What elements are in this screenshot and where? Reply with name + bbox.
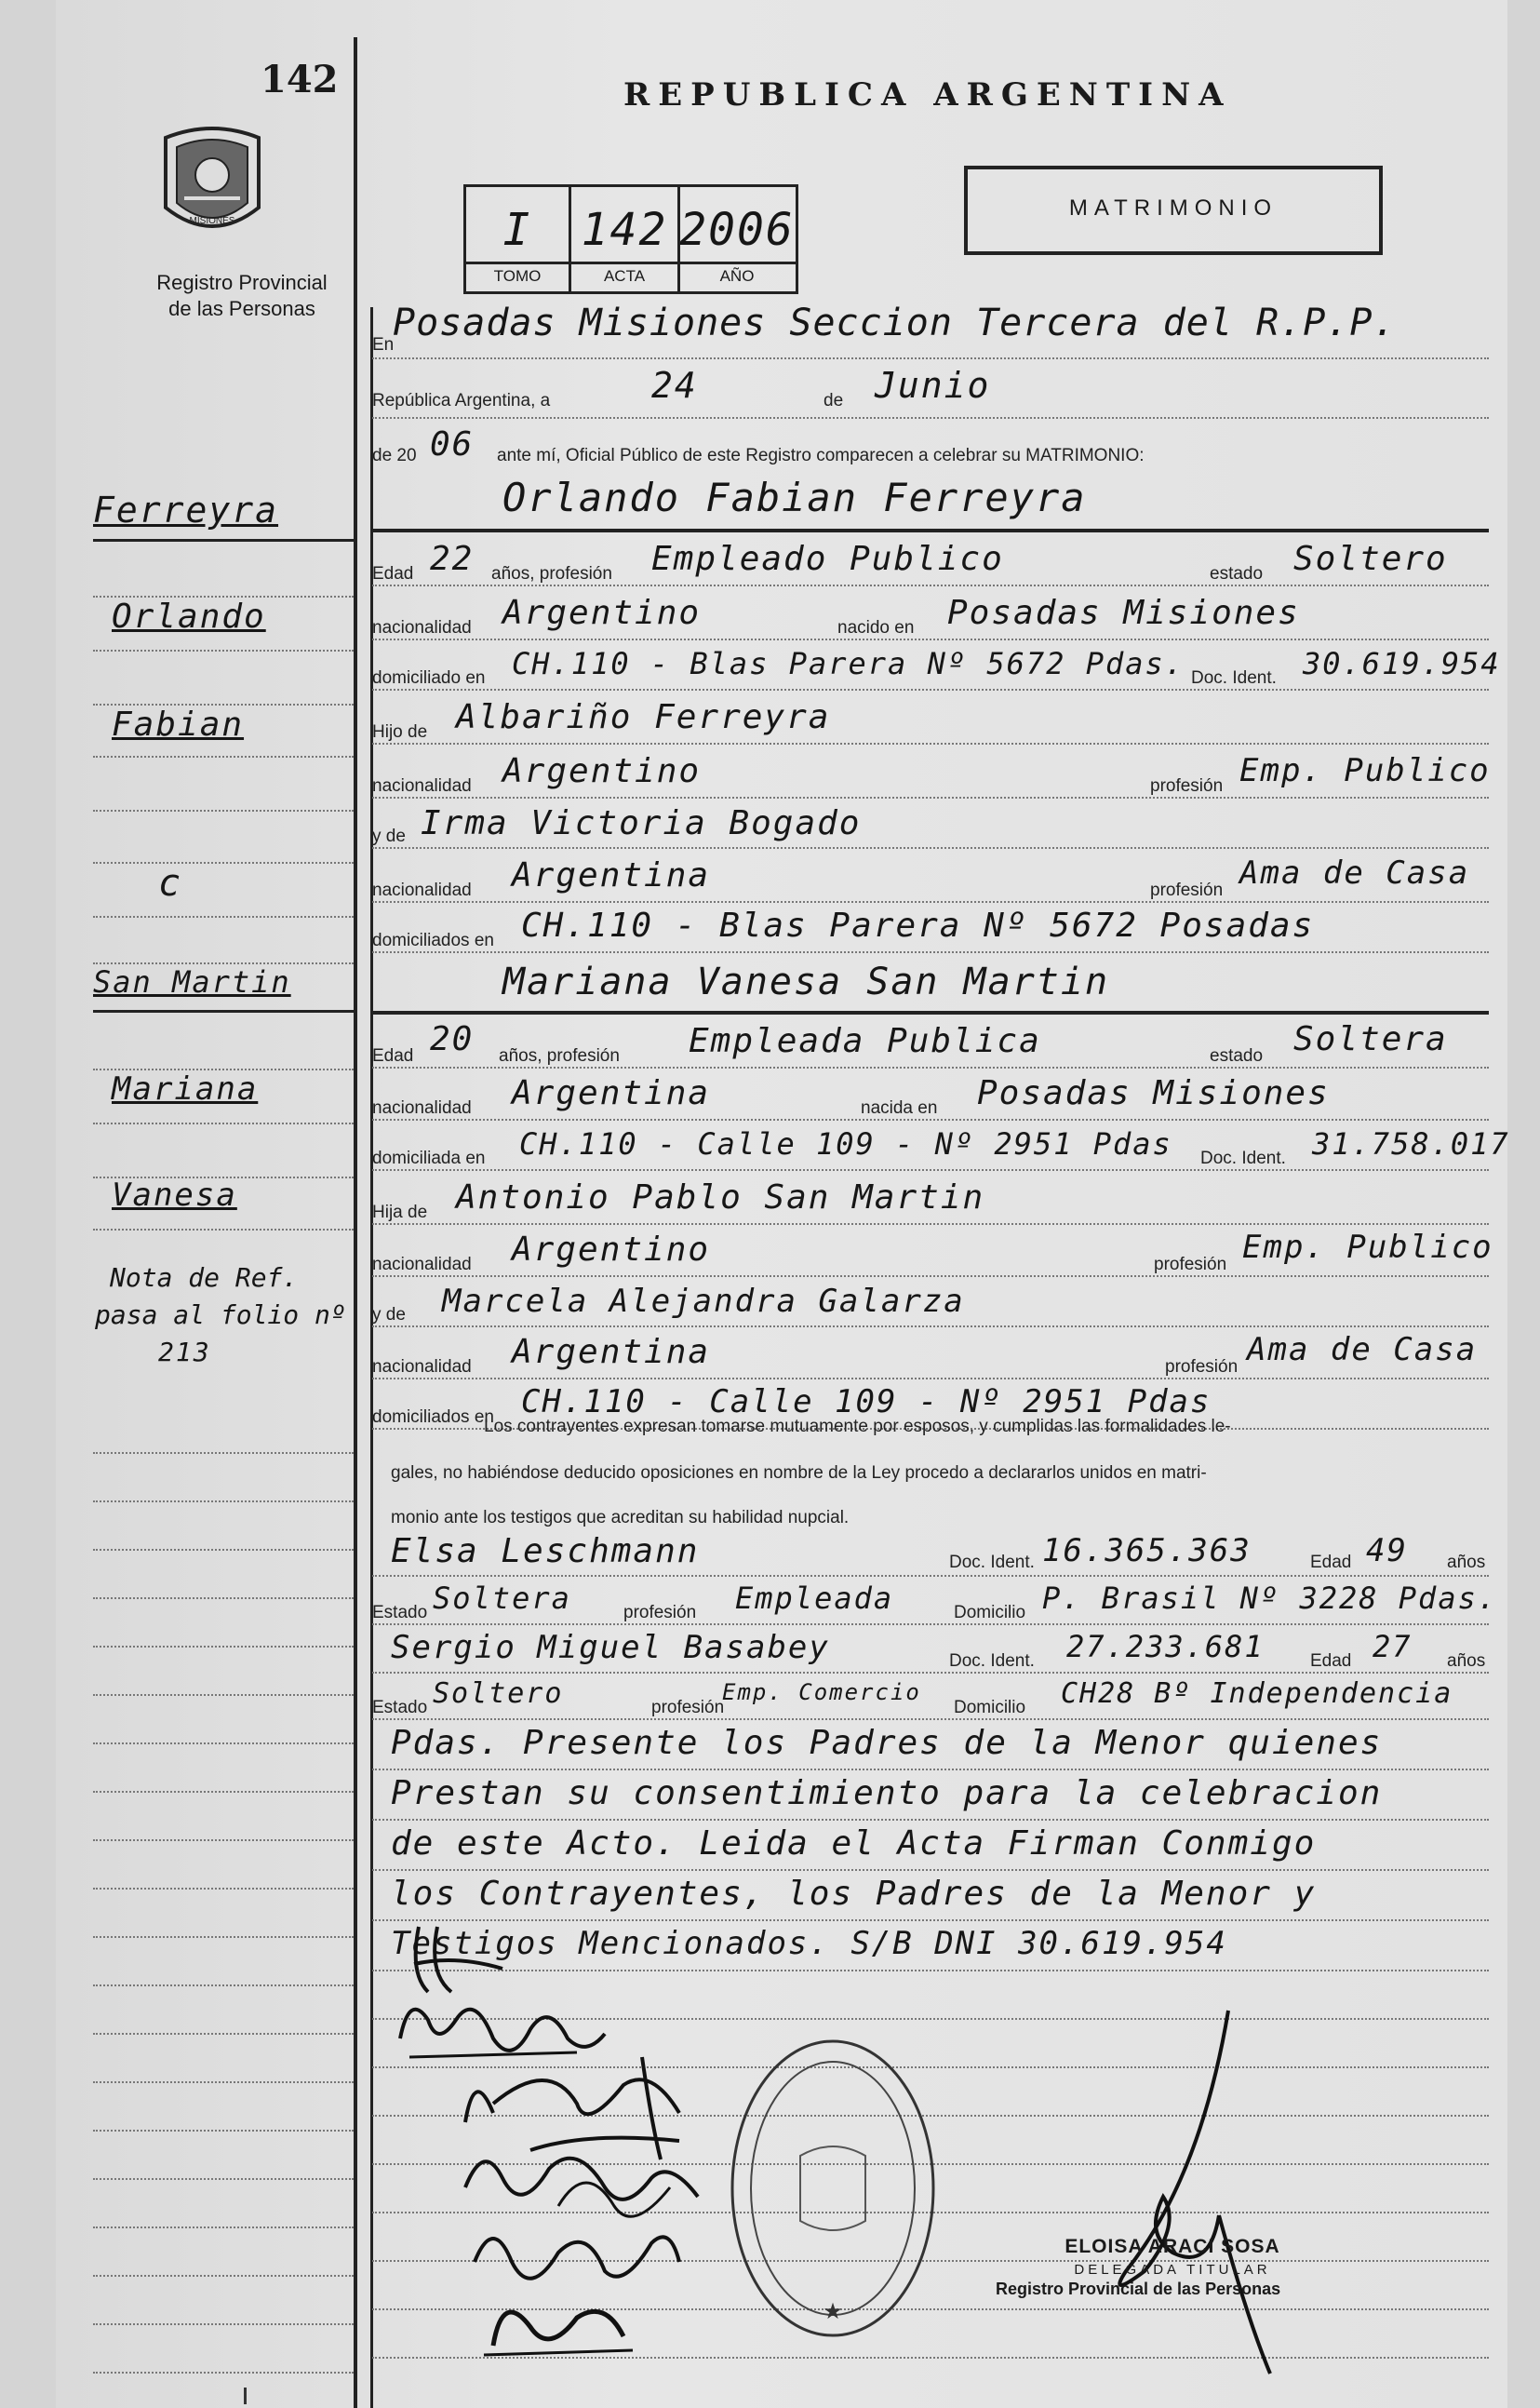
edad-label: Edad xyxy=(372,564,414,584)
year-prefix: de 20 xyxy=(372,446,417,465)
bride-nac-row xyxy=(372,1072,1489,1121)
declaration-line-1: Los contrayentes expresan tomarse mutuamente por esposos, y cumplidas las formalidades le- xyxy=(484,1417,1231,1436)
margin-entry xyxy=(93,920,354,964)
margin-note-line-1: Nota de Ref. xyxy=(110,1262,299,1293)
folio-number: 142 xyxy=(261,58,339,101)
witness1-name: Elsa Leschmann xyxy=(391,1532,700,1570)
margin-entry xyxy=(93,1793,354,1841)
anos-label: años, profesión xyxy=(499,1046,620,1066)
margin-surname-groom: Ferreyra xyxy=(93,490,279,531)
groom-dom-padres: CH.110 - Blas Parera Nº 5672 Posadas xyxy=(521,907,1315,945)
groom-edad: 22 xyxy=(430,540,475,578)
estado-label: Estado xyxy=(372,1603,428,1622)
month-value: Junio xyxy=(875,365,991,406)
misiones-seal-icon xyxy=(156,119,268,249)
bride-padre: Antonio Pablo San Martin xyxy=(456,1178,985,1217)
prof-label: profesión xyxy=(623,1603,697,1622)
republica-label: República Argentina, a xyxy=(372,391,551,410)
margin-note-line-3: 213 xyxy=(158,1337,211,1367)
nacido-label: nacido en xyxy=(837,618,915,638)
registry-line-1: Registro Provincial xyxy=(156,271,328,294)
bride-madre-nac-row xyxy=(372,1331,1489,1379)
groom-nacionalidad: Argentino xyxy=(502,594,702,632)
witness2-edad: 27 xyxy=(1373,1629,1413,1664)
bride-name: Mariana Vanesa San Martin xyxy=(502,961,1110,1003)
margin-name-mariana: Mariana xyxy=(112,1070,259,1108)
bride-madre: Marcela Alejandra Galarza xyxy=(442,1283,965,1320)
witness2-profesion: Emp. Comercio xyxy=(722,1679,921,1705)
margin-entry xyxy=(93,1015,354,1070)
date-line xyxy=(372,363,1489,419)
groom-madre-nac: Argentina xyxy=(512,856,711,895)
ano-value: 2006 xyxy=(679,204,795,256)
official-office: Registro Provincial de las Personas xyxy=(996,2280,1281,2298)
bride-dom-row xyxy=(372,1124,1510,1171)
dom-label: Domicilio xyxy=(954,1603,1026,1622)
groom-nac-row xyxy=(372,592,1489,640)
edad-label: Edad xyxy=(372,1046,414,1066)
margin-entry xyxy=(93,1070,354,1124)
hijo-label: Hijo de xyxy=(372,722,428,742)
groom-madre-nac-row xyxy=(372,854,1489,903)
groom-doc: 30.619.954 xyxy=(1303,646,1501,681)
tomo-value: I xyxy=(502,204,532,256)
y-de-label: y de xyxy=(372,1305,406,1325)
estado-label: estado xyxy=(1210,1046,1264,1066)
margin-entry xyxy=(93,2083,354,2132)
prof-label: profesión xyxy=(651,1698,725,1717)
margin-entry xyxy=(93,1986,354,2035)
official-title: DELEGADA TITULAR xyxy=(1074,2262,1271,2278)
declaration-line-2: gales, no habiéndose deducido oposiciones en nombre de la Ley procedo a declararlos unidos en matri- xyxy=(391,1463,1207,1483)
margin-entry xyxy=(93,1177,354,1231)
margin-entry xyxy=(93,2035,354,2083)
nac-label: nacionalidad xyxy=(372,1098,472,1118)
note-line-4: los Contrayentes, los Padres de la Menor y xyxy=(391,1875,1317,1913)
act-number-box xyxy=(463,184,798,294)
margin-entry xyxy=(93,544,354,598)
note-line-5: Testigos Mencionados. S/B DNI 30.619.954 xyxy=(391,1925,1227,1962)
margin-note-line-2: pasa al folio nº xyxy=(95,1299,346,1330)
bride-padre-nac-row xyxy=(372,1229,1493,1277)
witness2-name: Sergio Miguel Basabey xyxy=(391,1629,830,1666)
witness1-estado: Soltera xyxy=(433,1581,571,1616)
bride-estado: Soltera xyxy=(1293,1020,1448,1058)
witness2-row xyxy=(372,1629,1489,1674)
padre-prof-label: profesión xyxy=(1150,776,1224,796)
dom-label: domiciliado en xyxy=(372,668,486,688)
doc-label: Doc. Ident. xyxy=(949,1553,1035,1572)
bride-name-line xyxy=(372,959,1489,1015)
y-de-label: y de xyxy=(372,827,406,846)
anos-label: años, profesión xyxy=(491,564,612,584)
margin-entry xyxy=(93,1890,354,1938)
doc-label: Doc. Ident. xyxy=(949,1651,1035,1671)
padre-nac-label: nacionalidad xyxy=(372,1255,472,1274)
note-line-1: Pdas. Presente los Padres de la Menor quienes xyxy=(391,1724,1383,1762)
dom-padres-label: domiciliados en xyxy=(372,1407,494,1427)
madre-prof-label: profesión xyxy=(1165,1357,1239,1377)
bride-edad: 20 xyxy=(430,1020,475,1058)
margin-name-orlando: Orlando xyxy=(112,598,266,636)
bride-doc: 31.758.017 xyxy=(1312,1126,1510,1162)
witness1-details-row xyxy=(372,1581,1498,1625)
note-row xyxy=(372,1875,1489,1921)
groom-madre-row xyxy=(372,802,1489,849)
note-line-3: de este Acto. Leida el Acta Firman Conmigo xyxy=(391,1824,1317,1863)
bride-padre-nac: Argentino xyxy=(512,1231,711,1269)
official-signature xyxy=(1089,1992,1275,2383)
margin-entry xyxy=(93,1502,354,1551)
day-value: 24 xyxy=(651,365,698,406)
padre-prof-label: profesión xyxy=(1154,1255,1227,1274)
witness2-details-row xyxy=(372,1677,1489,1720)
official-block xyxy=(996,2236,1331,2299)
padre-nac-label: nacionalidad xyxy=(372,776,472,796)
dom-padres-label: domiciliados en xyxy=(372,931,494,950)
edad-label: Edad xyxy=(1310,1651,1352,1671)
margin-entry xyxy=(93,964,354,1013)
margin-entry xyxy=(93,1124,354,1178)
groom-edad-row xyxy=(372,540,1489,586)
margin-name-fabian: Fabian xyxy=(112,706,245,744)
year-line xyxy=(372,424,1489,468)
dom-label: domiciliada en xyxy=(372,1149,486,1168)
margin-entry xyxy=(93,1551,354,1599)
witness1-row xyxy=(372,1532,1489,1577)
bride-dom-padres: CH.110 - Calle 109 - Nº 2951 Pdas xyxy=(521,1383,1212,1420)
margin-entry xyxy=(93,2325,354,2374)
acta-label: ACTA xyxy=(603,267,646,285)
groom-padre-nac: Argentino xyxy=(502,752,702,790)
margin-entry xyxy=(93,1599,354,1648)
margin-entry xyxy=(93,1696,354,1744)
margin-entry xyxy=(93,2228,354,2277)
bride-edad-row xyxy=(372,1020,1489,1069)
margin-entry xyxy=(93,760,354,812)
registry-line-2: de las Personas xyxy=(168,297,315,320)
groom-name: Orlando Fabian Ferreyra xyxy=(502,475,1087,520)
bride-madre-prof: Ama de Casa xyxy=(1247,1331,1478,1368)
margin-entry xyxy=(93,862,354,918)
witness2-doc: 27.233.681 xyxy=(1066,1629,1265,1664)
bride-madre-row xyxy=(372,1281,1489,1327)
margin-entry xyxy=(93,484,354,542)
estado-label: Estado xyxy=(372,1698,428,1717)
seal-text: MISIONES xyxy=(189,216,235,226)
witness1-doc: 16.365.363 xyxy=(1042,1532,1252,1569)
bride-nacionalidad: Argentina xyxy=(512,1074,711,1112)
margin-entry xyxy=(93,2132,354,2180)
margin-entry xyxy=(93,704,354,758)
ink-mark xyxy=(244,2388,247,2404)
madre-nac-label: nacionalidad xyxy=(372,1357,472,1377)
anos-label: años xyxy=(1447,1651,1486,1671)
registry-name xyxy=(102,270,382,322)
groom-padre: Albariño Ferreyra xyxy=(456,698,831,736)
registry-stamp-icon xyxy=(726,2035,940,2342)
country-title: REPUBLICA ARGENTINA xyxy=(623,76,1232,114)
groom-padre-prof: Emp. Publico xyxy=(1239,752,1491,789)
margin-entry xyxy=(93,1744,354,1793)
act-type-label: MATRIMONIO xyxy=(1068,195,1279,221)
en-label: En xyxy=(372,335,395,355)
bride-domicilio: CH.110 - Calle 109 - Nº 2951 Pdas xyxy=(519,1126,1172,1162)
groom-estado: Soltero xyxy=(1293,540,1448,578)
groom-dom-padres-row xyxy=(372,907,1489,953)
groom-madre: Irma Victoria Bogado xyxy=(421,804,862,842)
groom-dom-row xyxy=(372,644,1501,691)
hija-label: Hija de xyxy=(372,1203,428,1222)
appear-text: ante mí, Oficial Público de este Registro comparecen a celebrar su MATRIMONIO: xyxy=(497,446,1145,465)
doc-label: Doc. Ident. xyxy=(1200,1149,1286,1168)
margin-entry xyxy=(93,653,354,706)
year-value: 06 xyxy=(430,425,475,464)
edad-label: Edad xyxy=(1310,1553,1352,1572)
tomo-label: TOMO xyxy=(493,267,542,285)
place-value: Posadas Misiones Seccion Tercera del R.P.P. xyxy=(393,302,1397,344)
witness1-profesion: Empleada xyxy=(735,1581,894,1616)
act-type-box xyxy=(964,166,1383,255)
note-row xyxy=(372,1824,1489,1871)
margin-entry xyxy=(93,2277,354,2325)
margin-entry xyxy=(93,2180,354,2228)
margin-entry xyxy=(93,1841,354,1890)
witness1-edad: 49 xyxy=(1366,1532,1408,1569)
margin-entry xyxy=(93,596,354,652)
groom-name-line xyxy=(372,475,1489,532)
bride-padre-prof: Emp. Publico xyxy=(1242,1229,1493,1266)
margin-name-vanesa: Vanesa xyxy=(112,1177,237,1214)
de-label: de xyxy=(824,391,844,410)
bride-nacida-en: Posadas Misiones xyxy=(977,1074,1330,1112)
dom-label: Domicilio xyxy=(954,1698,1026,1717)
witness2-domicilio: CH28 Bº Independencia xyxy=(1061,1677,1453,1710)
note-row xyxy=(372,1724,1489,1770)
madre-prof-label: profesión xyxy=(1150,881,1224,900)
bride-padre-row xyxy=(372,1177,1489,1225)
margin-entry xyxy=(93,1406,354,1454)
place-line xyxy=(372,298,1489,359)
acta-value: 142 xyxy=(581,204,668,256)
margin-entry xyxy=(93,812,354,864)
witness2-estado: Soltero xyxy=(433,1677,564,1710)
signature-testigo xyxy=(475,2271,642,2364)
margin-entry xyxy=(93,1938,354,1986)
margin-entry xyxy=(93,1454,354,1502)
svg-text:★: ★ xyxy=(823,2298,843,2324)
margin-note xyxy=(93,1262,354,1402)
groom-padre-nac-row xyxy=(372,750,1489,799)
bride-profesion: Empleada Publica xyxy=(689,1022,1041,1060)
margin-surname-bride: San Martin xyxy=(93,964,291,1000)
nacida-label: nacida en xyxy=(861,1098,938,1118)
margin-connector: c xyxy=(158,862,183,905)
box-divider xyxy=(466,262,796,264)
official-name: ELOISA ARACI SOSA xyxy=(1065,2236,1280,2257)
declaration-line-3: monio ante los testigos que acreditan su habilidad nupcial. xyxy=(391,1508,850,1527)
nac-label: nacionalidad xyxy=(372,618,472,638)
groom-madre-prof: Ama de Casa xyxy=(1239,854,1470,892)
margin-rule xyxy=(354,37,357,2408)
note-line-2: Prestan su consentimiento para la celebracion xyxy=(391,1774,1383,1812)
bride-madre-nac: Argentina xyxy=(512,1333,711,1371)
margin-entry xyxy=(93,1648,354,1696)
note-row xyxy=(372,1925,1489,1971)
madre-nac-label: nacionalidad xyxy=(372,881,472,900)
ano-label: AÑO xyxy=(719,267,755,285)
groom-domicilio: CH.110 - Blas Parera Nº 5672 Pdas. xyxy=(512,646,1185,681)
groom-profesion: Empleado Publico xyxy=(651,540,1004,578)
witness1-domicilio: P. Brasil Nº 3228 Pdas. xyxy=(1042,1581,1498,1616)
doc-label: Doc. Ident. xyxy=(1191,668,1277,688)
estado-label: estado xyxy=(1210,564,1264,584)
note-row xyxy=(372,1774,1489,1821)
groom-padre-row xyxy=(372,696,1489,745)
anos-label: años xyxy=(1447,1553,1486,1572)
groom-nacido-en: Posadas Misiones xyxy=(947,594,1300,632)
